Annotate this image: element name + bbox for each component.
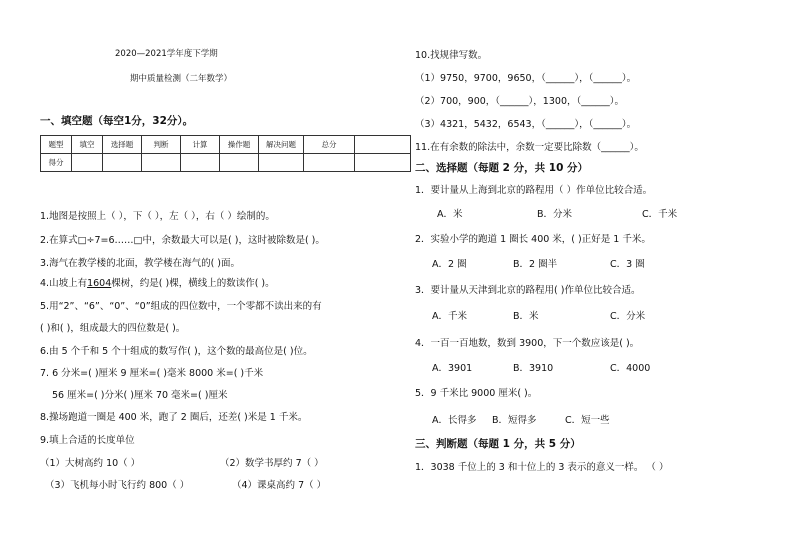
- score-input-cell[interactable]: [220, 154, 259, 172]
- question-5-line2: ( )和( )，组成最大的四位数是( )。: [40, 323, 186, 334]
- choice-question-1: 1．要计量从上海到北京的路程用（ ）作单位比较合适。: [415, 185, 653, 196]
- score-table-cell: 选择题: [103, 136, 142, 154]
- choice-question-3: 3．要计量从天津到北京的路程用( )作单位比较合适。: [415, 285, 641, 296]
- choice-option[interactable]: A．长得多: [432, 415, 477, 426]
- question-4-number: 1604: [87, 278, 112, 289]
- section2-heading: 二、选择题（每题 2 分，共 10 分）: [415, 162, 589, 174]
- choice-option[interactable]: C．千米: [642, 209, 678, 220]
- score-input-cell[interactable]: [355, 154, 411, 172]
- choice-option[interactable]: B．2 圈半: [513, 259, 558, 270]
- score-input-cell[interactable]: [259, 154, 304, 172]
- choice-option[interactable]: C．分米: [610, 311, 646, 322]
- choice-option[interactable]: B．米: [513, 311, 539, 322]
- score-input-cell[interactable]: [142, 154, 181, 172]
- question-6: 6.由 5 个千和 5 个十组成的数写作( )，这个数的最高位是( )位。: [40, 346, 313, 357]
- choice-option[interactable]: B．分米: [537, 209, 573, 220]
- score-table-score-row: [41, 154, 411, 172]
- choice-option[interactable]: B．短得多: [492, 415, 537, 426]
- choice-option[interactable]: C．短一些: [565, 415, 610, 426]
- question-8: 8.操场跑道一圈是 400 米，跑了 2 圈后，还差( )米是 1 千米。: [40, 412, 308, 423]
- question-9-item4: （4）课桌高约 7（ ）: [232, 480, 327, 491]
- question-10: 10.找规律写数。: [415, 50, 488, 61]
- judge-question-1: 1．3038 千位上的 3 和十位上的 3 表示的意义一样。 （ ）: [415, 462, 669, 473]
- question-1: 1.地图是按照上（ ），下（ ），左（ ），右（ ）绘制的。: [40, 211, 275, 222]
- question-4-prefix: 4.山坡上有: [40, 278, 88, 289]
- question-10-item2: （2）700，900，（______），1300，（______）。: [415, 96, 624, 107]
- question-5-line1: 5.用“2”、“6”、“0”、“0”组成的四位数中，一个零都不读出来的有: [40, 301, 322, 312]
- question-4: [40, 275, 275, 289]
- score-table-cell: 操作题: [220, 136, 259, 154]
- choice-question-5: 5．9 千米比 9000 厘米( )。: [415, 388, 538, 399]
- question-4-suffix: 棵树，约是( )棵，横线上的数读作( )。: [111, 278, 275, 289]
- section3-heading: 三、判断题（每题 1 分，共 5 分）: [415, 438, 581, 450]
- question-7-line2: 56 厘米=( )分米( )厘米 70 毫米=( )厘米: [52, 390, 228, 401]
- score-table-cell: 计算: [181, 136, 220, 154]
- choice-question-2: 2．实验小学的跑道 1 圈长 400 米，( )正好是 1 千米。: [415, 234, 651, 245]
- score-table-cell: 填空: [72, 136, 103, 154]
- score-table: [40, 135, 411, 172]
- choice-option[interactable]: A．2 圈: [432, 259, 467, 270]
- score-input-cell[interactable]: [181, 154, 220, 172]
- score-table-cell-empty: [355, 136, 411, 154]
- score-input-cell[interactable]: [304, 154, 355, 172]
- question-9-item3: （3）飞机每小时飞行约 800（ ）: [45, 480, 190, 491]
- question-2: 2.在算式□÷7=6……□中，余数最大可以是( )，这时被除数是( )。: [40, 235, 325, 246]
- choice-question-4: 4．一百一百地数，数到 3900，下一个数应该是( )。: [415, 338, 640, 349]
- score-table-cell: 总分: [304, 136, 355, 154]
- question-9-item1: （1）大树高约 10（ ）: [40, 458, 141, 469]
- score-table-cell: 得分: [41, 154, 72, 172]
- section1-heading: 一、填空题（每空1分，32分）。: [40, 115, 194, 127]
- choice-option[interactable]: B．3910: [513, 363, 554, 374]
- choice-option[interactable]: C．4000: [610, 363, 651, 374]
- score-table-cell: 解决问题: [259, 136, 304, 154]
- school-year-line: 2020—2021学年度下学期: [115, 49, 218, 59]
- score-table-cell: 判断: [142, 136, 181, 154]
- question-3: 3.海气在教学楼的北面，教学楼在海气的( )面。: [40, 258, 240, 269]
- choice-option[interactable]: A．3901: [432, 363, 473, 374]
- score-input-cell[interactable]: [72, 154, 103, 172]
- question-11: 11.在有余数的除法中，余数一定要比除数（______）。: [415, 142, 644, 153]
- question-9: 9.填上合适的长度单位: [40, 435, 135, 446]
- question-10-item3: （3）4321，5432，6543，（______），（______）。: [415, 119, 637, 130]
- question-7-line1: 7. 6 分米=( )厘米 9 厘米=( )毫米 8000 米=( )千米: [40, 368, 264, 379]
- question-9-item2: （2）数学书厚约 7（ ）: [220, 458, 324, 469]
- exam-title: 期中质量检测（二年数学）: [130, 74, 233, 84]
- score-table-header-row: [41, 136, 411, 154]
- choice-option[interactable]: C．3 圈: [610, 259, 645, 270]
- question-10-item1: （1）9750，9700，9650，（______），（______）。: [415, 73, 637, 84]
- score-table-cell: 题型: [41, 136, 72, 154]
- choice-option[interactable]: A．千米: [432, 311, 467, 322]
- score-input-cell[interactable]: [103, 154, 142, 172]
- choice-option[interactable]: A．米: [437, 209, 463, 220]
